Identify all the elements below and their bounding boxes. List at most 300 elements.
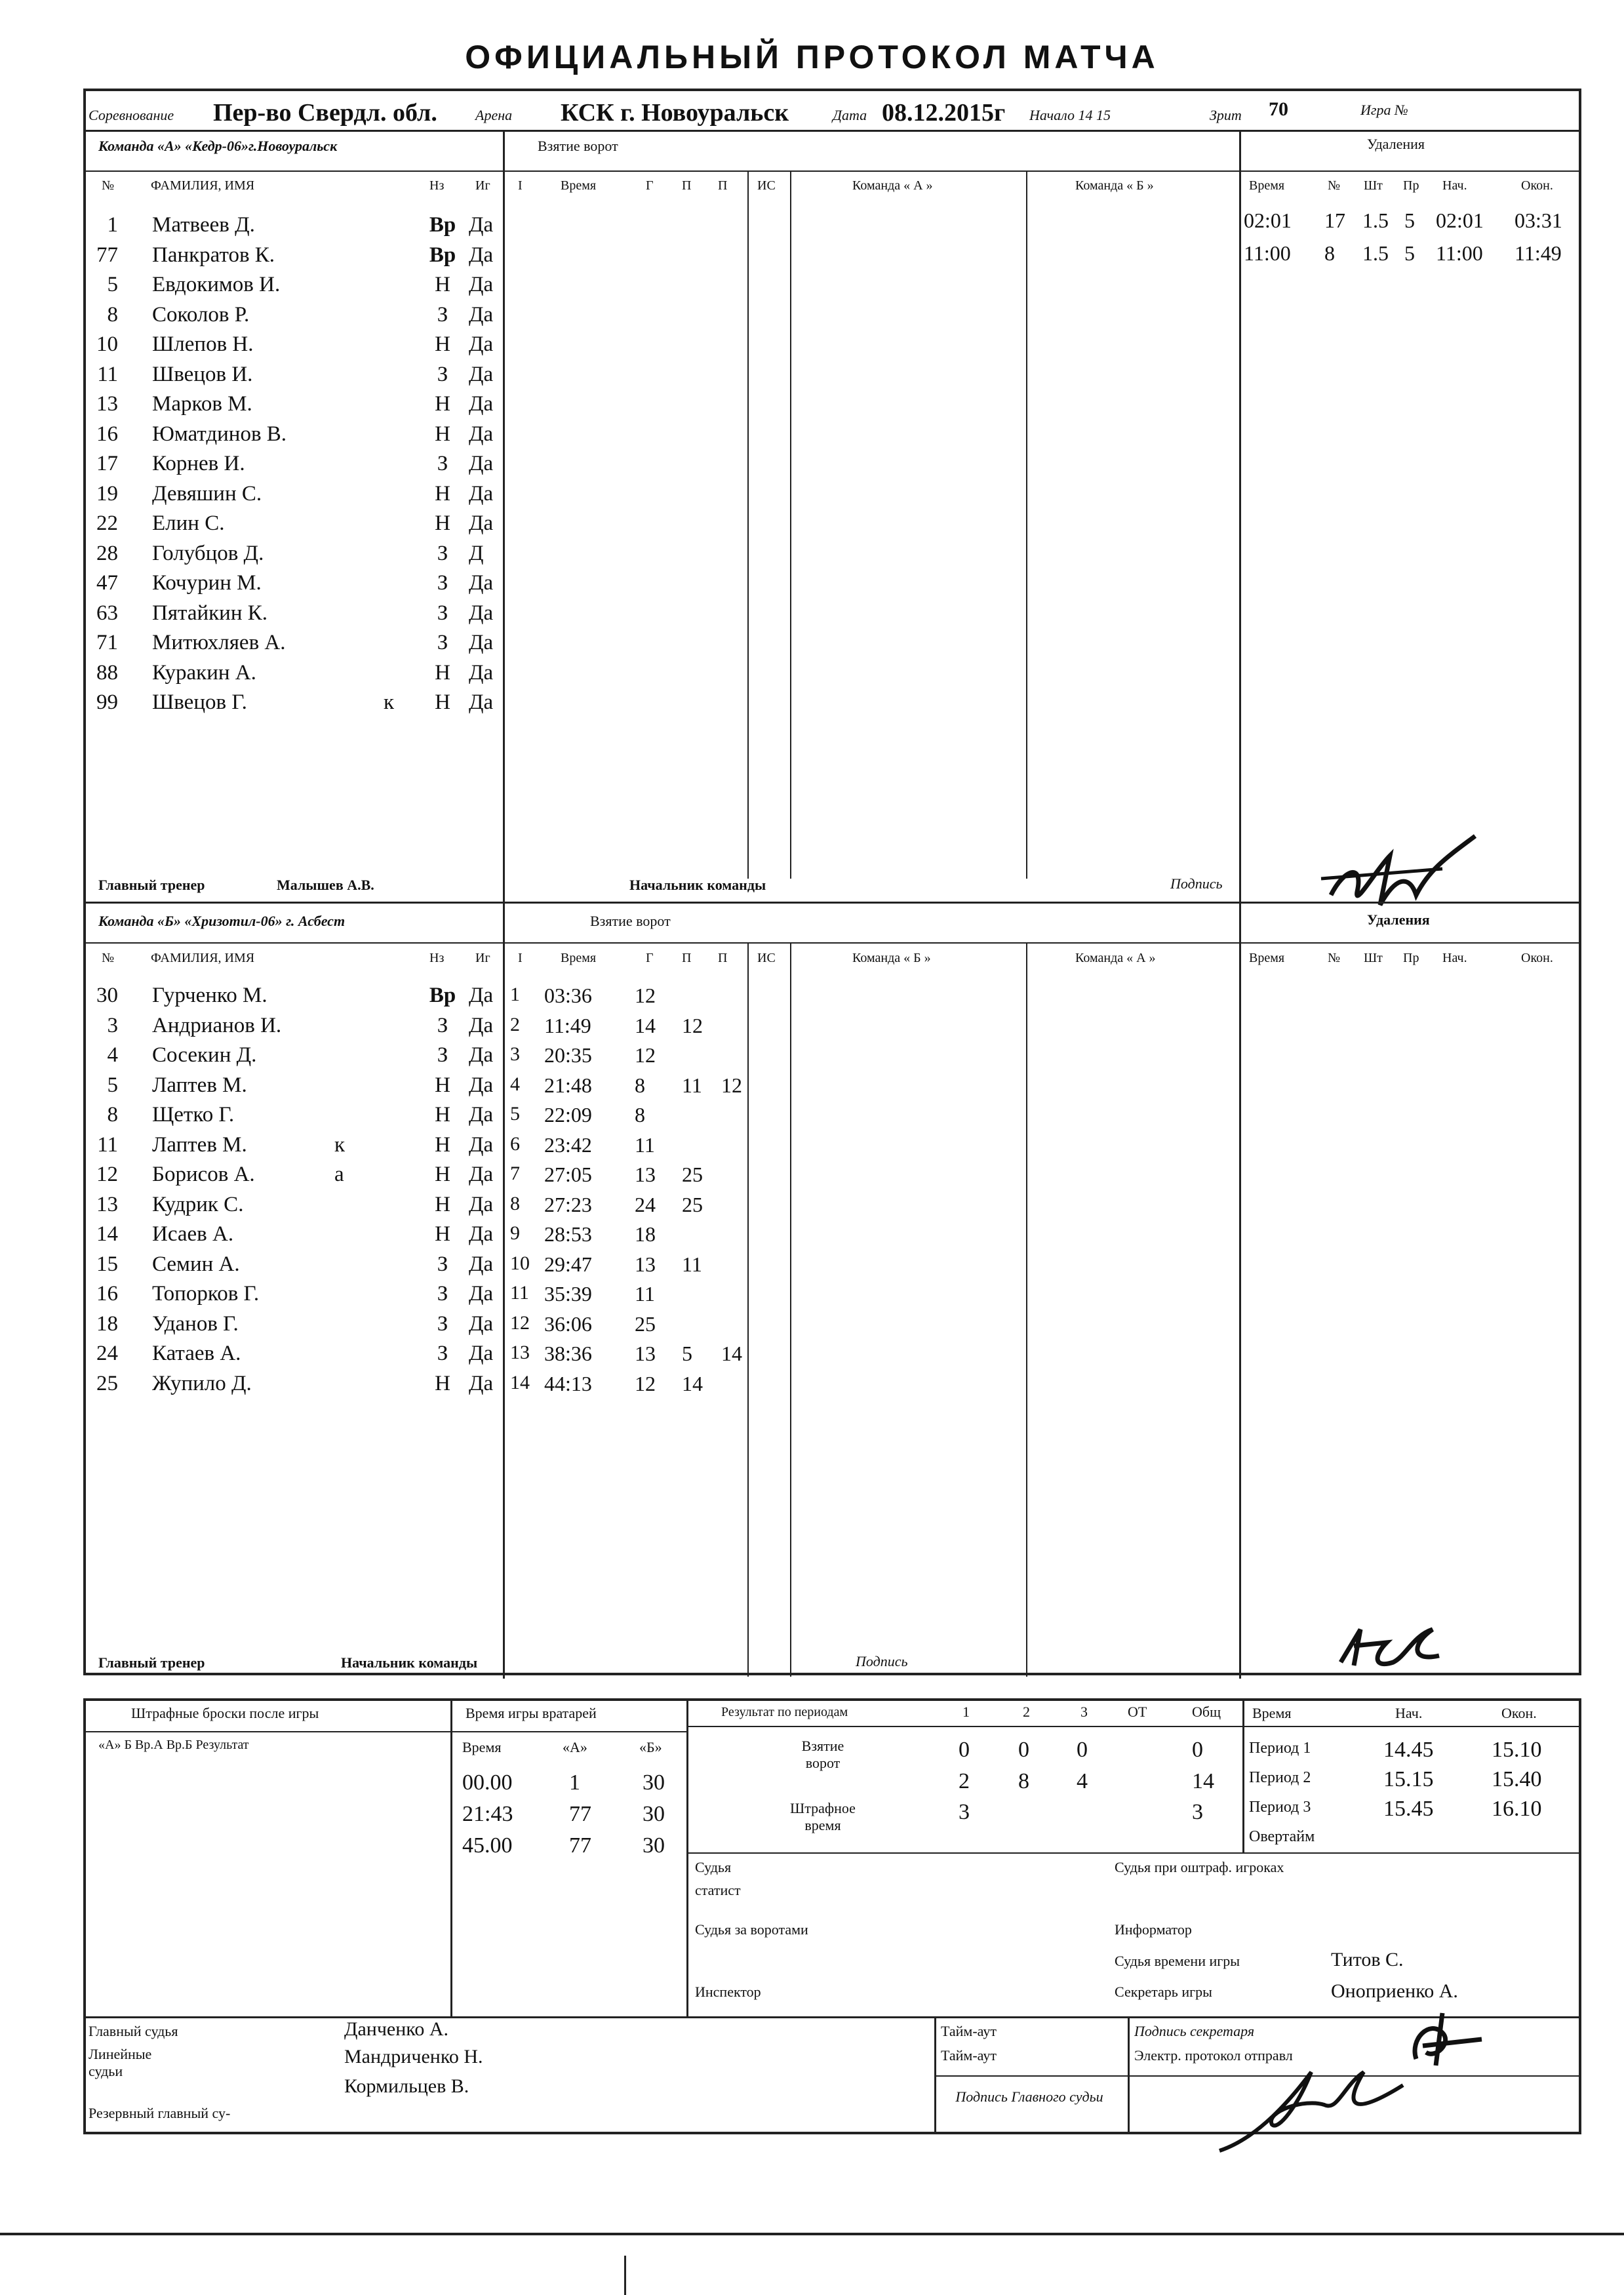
goals-col: Время — [561, 951, 597, 965]
player-played: Да — [469, 362, 494, 386]
inspector-label: Инспектор — [695, 1984, 761, 2000]
player-position: Н — [435, 1192, 450, 1216]
player-name: Пятайкин К. — [152, 601, 268, 625]
player-number: 12 — [96, 1163, 118, 1186]
player-number: 4 — [107, 1043, 118, 1067]
pen-col: № — [1328, 951, 1341, 965]
goals-b-period: 2 — [959, 1769, 970, 1793]
goals-b-period: 14 — [1192, 1769, 1214, 1793]
player-number: 1 — [107, 213, 118, 237]
goals-col: Г — [646, 951, 654, 965]
goal-number: 4 — [510, 1073, 520, 1095]
shootouts-header: Штрафные броски после игры — [131, 1705, 319, 1721]
player-position: Н — [435, 481, 450, 506]
team-a-manager-label: Начальник команды — [629, 877, 766, 893]
player-position: З — [437, 362, 448, 386]
col-pos: Нз — [429, 951, 445, 965]
player-played: Да — [469, 1311, 494, 1336]
goal-time: 21:48 — [544, 1073, 592, 1097]
spectators-value: 70 — [1269, 98, 1288, 120]
period-start: 14.45 — [1383, 1738, 1434, 1762]
player-name: Панкратов К. — [152, 243, 275, 267]
goalie-b: 30 — [643, 1802, 665, 1826]
period-end: 15.10 — [1492, 1738, 1542, 1762]
secretary-name: Оноприенко А. — [1331, 1980, 1458, 2002]
player-name: Гурченко М. — [152, 984, 267, 1007]
ptime-col: Нач. — [1395, 1705, 1423, 1721]
date-label: Дата — [833, 107, 867, 123]
player-name: Голубцов Д. — [152, 541, 264, 565]
goal-time: 36:06 — [544, 1311, 592, 1336]
player-name: Исаев А. — [152, 1222, 234, 1246]
penalty-code: 1.5 — [1362, 241, 1389, 265]
period-col: 1 — [962, 1704, 970, 1720]
penalty-time: 02:01 — [1244, 209, 1292, 232]
player-played: Да — [469, 1013, 494, 1037]
period-col: Общ — [1192, 1704, 1221, 1720]
player-name: Юматдинов В. — [152, 422, 287, 446]
player-name: Сосекин Д. — [152, 1043, 257, 1067]
goalie-col: «Б» — [639, 1739, 662, 1755]
player-number: 11 — [97, 1132, 118, 1157]
player-played: Да — [469, 1103, 494, 1127]
linesman-1: Мандриченко Н. — [344, 2046, 483, 2067]
spectators-label: Зрит — [1210, 107, 1242, 123]
goal-scorer: 13 — [635, 1342, 656, 1365]
goal-number: 10 — [510, 1252, 530, 1274]
game-number-label: Игра № — [1360, 102, 1408, 118]
player-number: 99 — [96, 690, 118, 714]
pen-col: Пр — [1403, 951, 1419, 965]
goal-number: 5 — [510, 1103, 520, 1125]
player-name: Елин С. — [152, 511, 225, 535]
head-ref-name: Данченко А. — [344, 2018, 449, 2040]
head-ref-label: Главный судья — [89, 2023, 178, 2039]
col-divider — [1239, 130, 1241, 904]
player-name: Лаптев М. — [152, 1132, 247, 1157]
secretary-signature-label: Подпись секретаря — [1134, 2023, 1255, 2039]
player-number: 18 — [96, 1311, 118, 1336]
penalty-player: 17 — [1324, 209, 1345, 232]
player-name: Кудрик С. — [152, 1192, 244, 1216]
player-position: З — [437, 1342, 448, 1365]
penalty-minutes: 5 — [1404, 241, 1415, 265]
player-number: 71 — [96, 631, 118, 654]
player-position: Н — [435, 1103, 450, 1127]
secretary-label: Секретарь игры — [1115, 1984, 1212, 2000]
goal-scorer: 14 — [635, 1013, 656, 1037]
player-number: 13 — [96, 1192, 118, 1216]
document-title: ОФИЦИАЛЬНЫЙ ПРОТОКОЛ МАТЧА — [465, 39, 1159, 75]
timekeeper-label: Судья времени игры — [1115, 1953, 1240, 1969]
player-position: З — [437, 1282, 448, 1306]
goalie-time-header: Время игры вратарей — [465, 1705, 597, 1721]
goal-assist-1: 14 — [682, 1371, 703, 1395]
goals-a-period: 0 — [1192, 1738, 1203, 1762]
col-name: ФАМИЛИЯ, ИМЯ — [151, 178, 255, 193]
player-played: Да — [469, 392, 494, 416]
goal-assist-1: 11 — [682, 1073, 702, 1097]
player-position: Н — [435, 1371, 450, 1395]
reserve-ref-label: Резервный главный су- — [89, 2105, 231, 2121]
period-end: 15.40 — [1492, 1767, 1542, 1791]
player-name: Корнев И. — [152, 452, 245, 475]
player-name: Митюхляев А. — [152, 631, 286, 654]
player-number: 8 — [107, 302, 118, 327]
date-value: 08.12.2015г — [882, 99, 1006, 127]
period-col: 2 — [1023, 1704, 1030, 1720]
timeout-2-label: Тайм-аут — [941, 2047, 997, 2064]
period-label: Период 3 — [1249, 1799, 1311, 1816]
player-position: Вр — [429, 984, 456, 1007]
goal-number: 8 — [510, 1192, 520, 1214]
player-name: Девяшин С. — [152, 481, 262, 506]
player-played: Да — [469, 1163, 494, 1186]
player-number: 63 — [96, 601, 118, 625]
player-number: 5 — [107, 273, 118, 296]
player-played: Да — [469, 422, 494, 446]
player-position: Н — [435, 273, 450, 296]
player-position: Н — [435, 1222, 450, 1246]
goal-time: 35:39 — [544, 1282, 592, 1306]
player-position: З — [437, 1252, 448, 1276]
player-number: 22 — [96, 511, 118, 535]
player-played: Да — [469, 1252, 494, 1276]
player-name: Кочурин М. — [152, 571, 262, 595]
pim-row-label: Штрафное время — [790, 1800, 856, 1833]
competition-value: Пер-во Свердл. обл. — [213, 99, 437, 127]
goalie-time: 45.00 — [462, 1833, 513, 1858]
player-played: Да — [469, 1342, 494, 1365]
goal-scorer: 13 — [635, 1163, 656, 1186]
penalty-start: 11:00 — [1436, 241, 1483, 265]
page-mark — [624, 2256, 626, 2295]
goals-col: ИС — [757, 951, 776, 965]
goal-time: 38:36 — [544, 1342, 592, 1365]
informer-label: Информатор — [1115, 1921, 1192, 1938]
goals-col: I — [518, 951, 523, 965]
pen-col: Окон. — [1521, 951, 1553, 965]
player-number: 13 — [96, 392, 118, 416]
player-name: Соколов Р. — [152, 302, 250, 327]
competition-label: Соревнование — [89, 107, 174, 123]
period-start: 15.15 — [1383, 1767, 1434, 1791]
player-played: Да — [469, 511, 494, 535]
player-played: Да — [469, 984, 494, 1007]
col-divider — [1242, 1698, 1244, 1852]
period-col: ОТ — [1128, 1704, 1147, 1720]
player-name: Матвеев Д. — [152, 213, 255, 237]
player-name: Борисов А. — [152, 1163, 255, 1186]
player-number: 77 — [96, 243, 118, 267]
team-a-col: Команда « А » — [852, 178, 933, 193]
penalty-code: 1.5 — [1362, 209, 1389, 232]
goal-assist-1: 5 — [682, 1342, 692, 1365]
player-position: З — [437, 1043, 448, 1067]
col-divider — [1026, 942, 1027, 1677]
player-name: Куракин А. — [152, 660, 256, 685]
player-played: Да — [469, 481, 494, 506]
player-number: 15 — [96, 1252, 118, 1276]
team-b-manager-label: Начальник команды — [341, 1654, 478, 1671]
player-name: Топорков Г. — [152, 1282, 260, 1306]
penalty-minutes: 5 — [1404, 209, 1415, 232]
pen-col: Время — [1249, 178, 1285, 193]
goalie-time: 00.00 — [462, 1770, 513, 1795]
player-number: 8 — [107, 1103, 118, 1127]
penalty-time: 11:00 — [1244, 241, 1291, 265]
judge-label: Судья — [695, 1859, 732, 1875]
goal-time: 22:09 — [544, 1103, 592, 1127]
team-b-signature — [1334, 1616, 1452, 1679]
player-played: Да — [469, 1222, 494, 1246]
pim-period: 3 — [959, 1800, 970, 1824]
pen-col: Шт — [1364, 951, 1383, 965]
period-col: 3 — [1080, 1704, 1088, 1720]
col-name: ФАМИЛИЯ, ИМЯ — [151, 951, 255, 965]
goal-time: 44:13 — [544, 1371, 592, 1395]
player-position: З — [437, 541, 448, 565]
goal-time: 11:49 — [544, 1013, 591, 1037]
ptime-col: Окон. — [1501, 1705, 1537, 1721]
goalie-a: 77 — [569, 1802, 591, 1826]
goalie-col: Время — [462, 1739, 502, 1755]
player-name: Андрианов И. — [152, 1013, 282, 1037]
player-name: Марков М. — [152, 392, 252, 416]
goal-time: 03:36 — [544, 984, 592, 1007]
player-played: Да — [469, 631, 494, 654]
goals-col: Время — [561, 178, 597, 193]
player-number: 3 — [107, 1013, 118, 1037]
player-played: Да — [469, 601, 494, 625]
player-played: Да — [469, 213, 494, 237]
penalty-player: 8 — [1324, 241, 1335, 265]
pen-col: Пр — [1403, 178, 1419, 193]
player-position: З — [437, 571, 448, 595]
team-a-signature-label: Подпись — [1170, 875, 1223, 892]
goal-number: 13 — [510, 1342, 530, 1363]
goal-judge-label: Судья за воротами — [695, 1921, 808, 1938]
goal-number: 11 — [510, 1282, 529, 1304]
col-divider — [450, 1698, 452, 2016]
player-position: Н — [435, 392, 450, 416]
col-no: № — [102, 178, 115, 193]
goal-assist-1: 25 — [682, 1163, 703, 1186]
team-b-penalties-header: Удаления — [1367, 911, 1430, 928]
player-position: Вр — [429, 243, 456, 267]
pim-period: 3 — [1192, 1800, 1203, 1824]
electronic-protocol-label: Электр. протокол отправл — [1134, 2047, 1293, 2064]
goals-col: П — [718, 178, 728, 193]
goal-number: 9 — [510, 1222, 520, 1244]
goals-col: Г — [646, 178, 654, 193]
player-played: Да — [469, 452, 494, 475]
divider — [686, 1726, 1581, 1727]
col-pos: Нз — [429, 178, 445, 193]
pen-col: Окон. — [1521, 178, 1553, 193]
goals-col: I — [518, 178, 523, 193]
goals-col: П — [682, 951, 692, 965]
player-played: Да — [469, 243, 494, 267]
goal-time: 29:47 — [544, 1252, 592, 1276]
player-position: Н — [435, 1132, 450, 1157]
penalty-start: 02:01 — [1436, 209, 1484, 232]
team-b-signature-label: Подпись — [856, 1653, 908, 1669]
goalie-b: 30 — [643, 1770, 665, 1795]
team-a-penalties-header: Удаления — [1367, 136, 1425, 152]
goal-time: 27:05 — [544, 1163, 592, 1186]
timeout-1-label: Тайм-аут — [941, 2023, 997, 2039]
player-number: 16 — [96, 1282, 118, 1306]
col-divider — [686, 1698, 688, 2016]
shootouts-cols: «А» Б Вр.А Вр.Б Результат — [98, 1738, 249, 1752]
player-name: Лаптев М. — [152, 1073, 247, 1097]
goals-b-period: 4 — [1077, 1769, 1088, 1793]
team-a-col: Команда « А » — [1075, 951, 1156, 965]
goalie-a: 1 — [569, 1770, 580, 1795]
player-position: Н — [435, 690, 450, 714]
goal-number: 12 — [510, 1311, 530, 1334]
goal-scorer: 8 — [635, 1103, 645, 1127]
goal-assist-2: 12 — [721, 1073, 742, 1097]
player-name: Жупило Д. — [152, 1371, 252, 1395]
goal-number: 14 — [510, 1371, 530, 1393]
goal-scorer: 11 — [635, 1282, 655, 1306]
stat-label: статист — [695, 1882, 741, 1898]
player-played: Д — [469, 541, 484, 565]
pen-col: № — [1328, 178, 1341, 193]
player-name: Швецов И. — [152, 362, 253, 386]
player-number: 30 — [96, 984, 118, 1007]
captain-mark: к — [384, 690, 395, 714]
player-number: 14 — [96, 1222, 118, 1246]
player-position: З — [437, 1013, 448, 1037]
period-label: Период 2 — [1249, 1769, 1311, 1786]
goals-a-period: 0 — [1077, 1738, 1088, 1762]
player-position: Вр — [429, 213, 456, 237]
player-played: Да — [469, 690, 494, 714]
goal-time: 27:23 — [544, 1192, 592, 1216]
player-played: Да — [469, 1282, 494, 1306]
captain-mark: а — [334, 1163, 344, 1186]
team-a-header: Команда «А» «Кедр-06»г.Новоуральск — [98, 138, 338, 154]
player-played: Да — [469, 571, 494, 595]
goal-number: 3 — [510, 1043, 520, 1065]
linesman-2: Кормильцев В. — [344, 2075, 469, 2097]
goalie-col: «А» — [563, 1739, 587, 1755]
player-name: Катаев А. — [152, 1342, 241, 1365]
goal-assist-2: 14 — [721, 1342, 742, 1365]
divider — [83, 902, 1581, 904]
goal-time: 28:53 — [544, 1222, 592, 1246]
goal-scorer: 11 — [635, 1132, 655, 1157]
penalty-end: 11:49 — [1515, 241, 1562, 265]
col-divider — [1239, 902, 1241, 1679]
player-name: Семин А. — [152, 1252, 240, 1276]
period-label: Овертайм — [1249, 1828, 1315, 1845]
goalie-a: 77 — [569, 1833, 591, 1858]
player-position: Н — [435, 332, 450, 356]
goal-scorer: 12 — [635, 1371, 656, 1395]
goal-scorer: 13 — [635, 1252, 656, 1276]
goals-col: П — [718, 951, 728, 965]
goals-col: ИС — [757, 178, 776, 193]
captain-mark: к — [334, 1132, 346, 1157]
team-b-col: Команда « Б » — [852, 951, 931, 965]
team-b-col: Команда « Б » — [1075, 178, 1154, 193]
player-number: 28 — [96, 541, 118, 565]
pen-col: Время — [1249, 951, 1285, 965]
player-position: Н — [435, 422, 450, 446]
player-name: Уданов Г. — [152, 1311, 239, 1336]
divider — [83, 1731, 686, 1732]
player-number: 5 — [107, 1073, 118, 1097]
head-ref-signature-label: Подпись Главного судьи — [955, 2088, 1103, 2105]
arena-label: Арена — [475, 107, 513, 123]
goals-a-period: 0 — [959, 1738, 970, 1762]
player-played: Да — [469, 273, 494, 296]
player-name: Шлепов Н. — [152, 332, 254, 356]
period-start: 15.45 — [1383, 1797, 1434, 1821]
player-position: З — [437, 1311, 448, 1336]
arena-value: КСК г. Новоуральск — [561, 99, 789, 127]
team-b-goals-header: Взятие ворот — [590, 913, 671, 929]
player-played: Да — [469, 1371, 494, 1395]
player-played: Да — [469, 1073, 494, 1097]
timekeeper-name: Титов С. — [1331, 1949, 1404, 1970]
start-label: Начало 14 15 — [1029, 107, 1111, 123]
divider — [83, 130, 1581, 132]
player-number: 88 — [96, 660, 118, 685]
player-position: З — [437, 601, 448, 625]
player-number: 47 — [96, 571, 118, 595]
period-results-header: Результат по периодам — [721, 1705, 848, 1719]
goal-time: 20:35 — [544, 1043, 592, 1067]
goal-scorer: 12 — [635, 1043, 656, 1067]
player-position: Н — [435, 1163, 450, 1186]
goals-row-label: Взятие ворот — [801, 1738, 844, 1771]
team-a-goals-header: Взятие ворот — [538, 138, 618, 154]
linesmen-label: Линейные судьи — [89, 2046, 152, 2079]
divider — [686, 1852, 1581, 1854]
player-name: Щетко Г. — [152, 1103, 235, 1127]
goal-assist-1: 12 — [682, 1013, 703, 1037]
page-bottom-rule — [0, 2233, 1624, 2235]
team-b-coach-label: Главный тренер — [98, 1654, 205, 1671]
goals-col: П — [682, 178, 692, 193]
player-played: Да — [469, 660, 494, 685]
pen-col: Шт — [1364, 178, 1383, 193]
player-played: Да — [469, 1043, 494, 1067]
player-position: З — [437, 302, 448, 327]
player-position: Н — [435, 511, 450, 535]
col-divider — [747, 942, 749, 1677]
period-end: 16.10 — [1492, 1797, 1542, 1821]
player-position: З — [437, 631, 448, 654]
col-divider — [790, 942, 791, 1677]
period-label: Период 1 — [1249, 1740, 1311, 1757]
player-played: Да — [469, 1132, 494, 1157]
goalie-time: 21:43 — [462, 1802, 513, 1826]
player-name: Евдокимов И. — [152, 273, 281, 296]
goal-number: 7 — [510, 1163, 520, 1184]
player-position: Н — [435, 660, 450, 685]
goalie-b: 30 — [643, 1833, 665, 1858]
goal-number: 1 — [510, 984, 520, 1005]
goal-time: 23:42 — [544, 1132, 592, 1157]
player-number: 19 — [96, 481, 118, 506]
pen-col: Нач. — [1442, 178, 1467, 193]
